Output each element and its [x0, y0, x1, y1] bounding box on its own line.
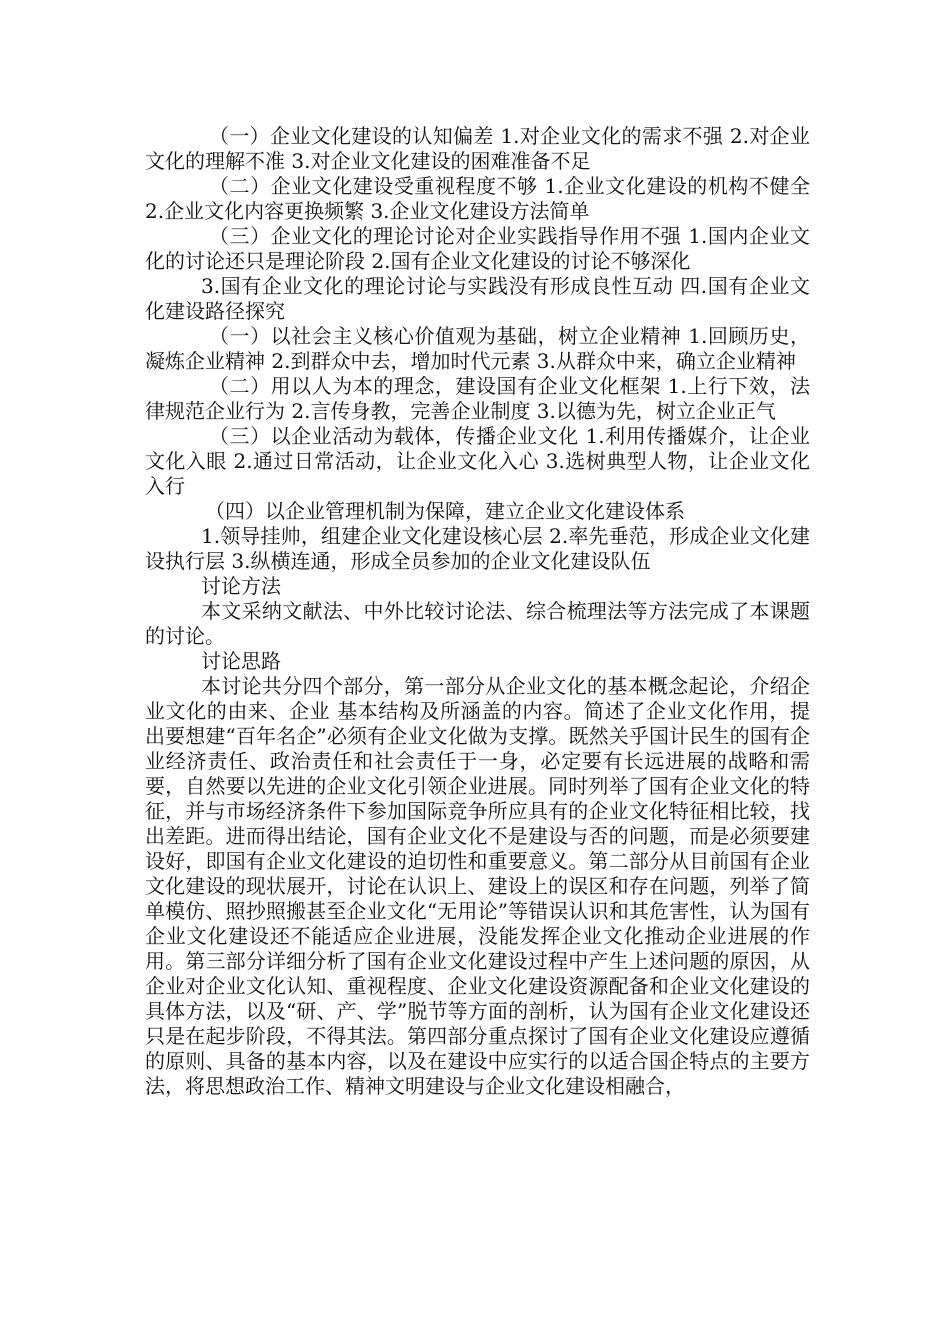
document-body	[145, 124, 810, 1099]
heading-research-approach: 讨论思路	[201, 649, 281, 673]
paragraph-management-mechanism: （四）以企业管理机制为保障，建立企业文化建设体系	[205, 499, 685, 523]
paragraph-people-oriented: （二）用以人为本的理念，建设国有企业文化框架 1.上行下效，法律规范企业行为 2.言传身教，完善企业制度 3.以德为先，树立企业正气	[145, 374, 810, 423]
paragraph-theory-practice-interaction: 3.国有企业文化的理论讨论与实践没有形成良性互动 四.国有企业文化建设路径探究	[145, 274, 810, 323]
paragraph-weak-theory-guidance: （三）企业文化的理论讨论对企业实践指导作用不强 1.国内企业文化的讨论还只是理论阶段 2.国有企业文化建设的讨论不够深化	[145, 224, 810, 273]
paragraph-core-values: （一）以社会主义核心价值观为基础，树立企业精神 1.回顾历史，凝炼企业精神 2.到群众中去，增加时代元素 3.从群众中来，确立企业精神	[145, 324, 810, 373]
paragraph-leadership-layers: 1.领导挂帅，组建企业文化建设核心层 2.率先垂范，形成企业文化建设执行层 3.纵横连通，形成全员参加的企业文化建设队伍	[145, 524, 810, 573]
paragraph-research-approach: 本讨论共分四个部分，第一部分从企业文化的基本概念起论，介绍企业文化的由来、企业 基本结构及所涵盖的内容。简述了企业文化作用，提出要想建“百年名企”必须有企业文化做为支撑。既然关乎国计民生的国有企业经济责任、政治责任和社会责任于一身，必定要有长远进展的战略和需要，自然要以先进的企业文化引领企业进展。同时列举了国有企业文化的特征，并与市场经济条件下参加国际竞争所应具有的企业文化特征相比较，找出差距。进而得出结论，国有企业文化不是建设与否的问题，而是必须要建设好，即国有企业文化建设的迫切性和重要意义。第二部分从目前国有企业文化建设的现状展开，讨论在认识上、建设上的误区和存在问题，列举了简单模仿、照抄照搬甚至企业文化“无用论”等错误认识和其危害性，认为国有企业文化建设还不能适应企业进展，没能发挥企业文化推动企业进展的作用。第三部分详细分析了国有企业文化建设过程中产生上述问题的原因，从企业对企业文化认知、重视程度、企业文化建设资源配备和企业文化建设的具体方法，以及“研、产、学”脱节等方面的剖析，认为国有企业文化建设还只是在起步阶段，不得其法。第四部分重点探讨了国有企业文化建设应遵循的原则、具备的基本内容，以及在建设中应实行的以适合国企特点的主要方法，将思想政治工作、精神文明建设与企业文化建设相融合，	[145, 674, 810, 1098]
heading-research-method: 讨论方法	[201, 574, 281, 598]
paragraph-cognitive-bias: （一）企业文化建设的认知偏差 1.对企业文化的需求不强 2.对企业文化的理解不准 3.对企业文化建设的困难准备不足	[145, 124, 810, 173]
paragraph-enterprise-activities: （三）以企业活动为载体，传播企业文化 1.利用传播媒介，让企业文化入眼 2.通过日常活动，让企业文化入心 3.选树典型人物，让企业文化入行	[145, 424, 810, 498]
paragraph-research-method: 本文采纳文献法、中外比较讨论法、综合梳理法等方法完成了本课题的讨论。	[145, 599, 810, 648]
paragraph-insufficient-attention: （二）企业文化建设受重视程度不够 1.企业文化建设的机构不健全 2.企业文化内容更换频繁 3.企业文化建设方法简单	[145, 174, 810, 223]
